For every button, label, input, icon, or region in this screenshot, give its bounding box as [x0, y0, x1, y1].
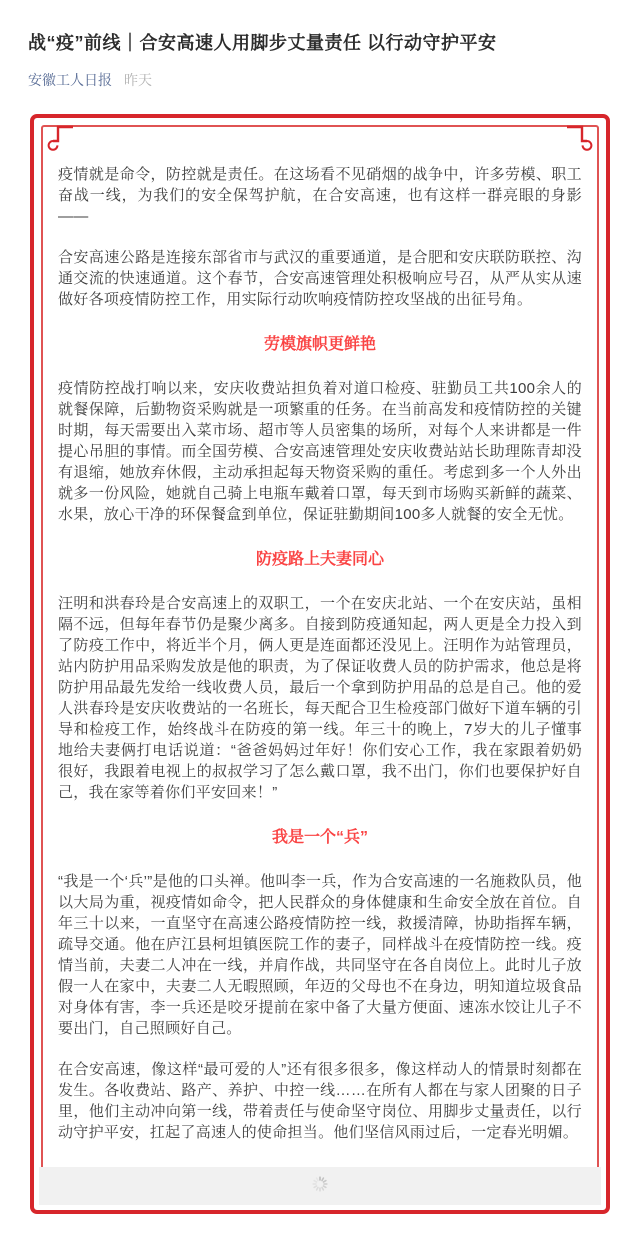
section-heading-3: 我是一个“兵” [271, 829, 368, 846]
paragraph: 合安高速公路是连接东部省市与武汉的重要通道，是合肥和安庆联防联控、沟通交流的快速通道。这个春节，合安高速管理处积极响应号召，从严从实从速做好各项疫情防控工作，用实际行动吹响疫情防控攻坚战的出征号角。 [58, 249, 582, 308]
paragraph: 在合安高速，像这样“最可爱的人”还有很多很多，像这样动人的情景时刻都在发生。各收费站、路产、养护、中控一线……在所有人都在与家人团聚的日子里，他们主动冲向第一线，带着责任与使命坚守岗位、用脚步丈量责任，以行动守护平安，扛起了高速人的使命担当。他们坚信风雨过后，一定春光明媚。 [58, 1061, 582, 1141]
publish-date: 昨天 [124, 72, 152, 88]
section-heading-2: 防疫路上夫妻同心 [255, 551, 384, 568]
source-account-link[interactable]: 安徽工人日报 [28, 72, 112, 88]
loading-spinner-icon [312, 1176, 328, 1197]
paragraph: “我是一个‘兵’”是他的口头禅。他叫李一兵，作为合安高速的一名施救队员，他以大局为重，视疫情如命令，把人民群众的身体健康和生命安全放在首位。自年三十以来，一直坚守在高速公路疫情防控一线，救援清障，协助指挥车辆，疏导交通。他在庐江县柯坦镇医院工作的妻子，同样战斗在疫情防控一线。疫情当前，夫妻二人冲在一线，并肩作战，共同坚守在各自岗位上。此时儿子放假一人在家中，夫妻二人无暇照顾，年迈的父母也不在身边，明知道垃圾食品对身体有害，李一兵还是咬牙提前在家中备了大量方便面、速冻水饺让儿子不要出门，自己照顾好自己。 [58, 873, 582, 1037]
loading-bar [39, 1167, 601, 1205]
page-title: 战“疫”前线｜合安高速人用脚步丈量责任 以行动守护平安 [28, 33, 497, 53]
section-heading-1: 劳模旗帜更鲜艳 [263, 336, 376, 353]
decorative-red-frame [30, 114, 610, 1214]
byline [28, 70, 612, 90]
paragraph: 疫情就是命令，防控就是责任。在这场看不见硝烟的战争中，许多劳模、职工奋战一线，为我们的安全保驾护航，在合安高速，也有这样一群亮眼的身影—— [58, 166, 582, 225]
frame-corner-ornament-icon [567, 124, 593, 159]
paragraph: 疫情防控战打响以来，安庆收费站担负着对道口检疫、驻勤员工共100余人的就餐保障，后勤物资采购就是一项繁重的任务。在当前高发和疫情防控的关键时期，每天需要出入菜市场、超市等人员密集的场所，对每个人来讲都是一件提心吊胆的事情。而全国劳模、合安高速管理处安庆收费站站长助理陈青却没有退缩，她放弃休假，主动承担起每天物资采购的重任。考虑到多一个人外出就多一份风险，她就自己骑上电瓶车戴着口罩，每天到市场购买新鲜的蔬菜、水果，放心干净的环保餐盒到单位，保证驻勤期间100多人就餐的安全无忧。 [58, 380, 582, 523]
paragraph: 汪明和洪春玲是合安高速上的双职工，一个在安庆北站、一个在安庆站，虽相隔不远，但每年春节仍是聚少离多。自接到防疫通知起，两人更是全力投入到了防疫工作中，将近半个月，俩人更是连面都还没见上。汪明作为站管理员，站内防护用品采购发放是他的职责，为了保证收费人员的防护需求，他总是将防护用品最先发给一线收费人员，最后一个拿到防护用品的总是自己。他的爱人洪春玲是安庆收费站的一名班长，每天配合卫生检疫部门做好下道车辆的引导和检疫工作，始终战斗在防疫的第一线。年三十的晚上，7岁大的儿子懂事地给夫妻俩打电话说道：“爸爸妈妈过年好！你们安心工作，我在家跟着奶奶很好，我跟着电视上的叔叔学习了怎么戴口罩，我不出门，你们也要保护好自己，我在家等着你们平安回来！” [58, 595, 582, 801]
frame-corner-ornament-icon [47, 124, 73, 159]
article-body [34, 118, 606, 1143]
